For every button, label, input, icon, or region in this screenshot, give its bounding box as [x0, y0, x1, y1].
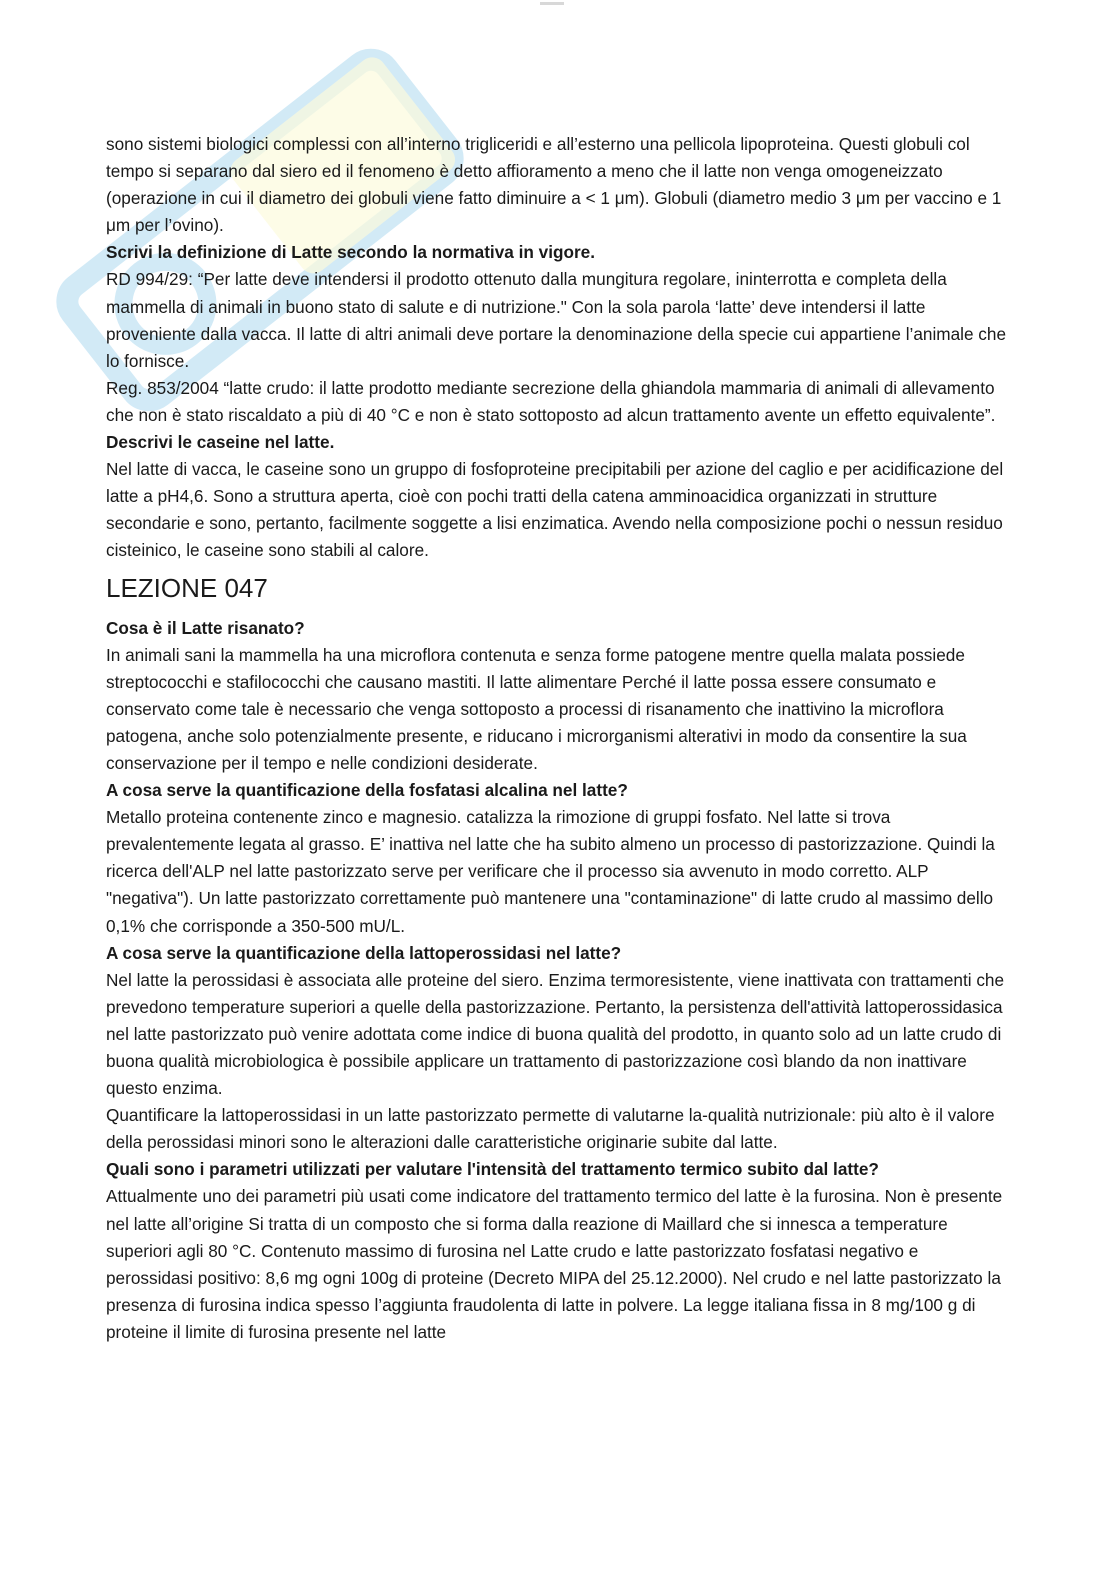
question-heading: A cosa serve la quantificazione della lattoperossidasi nel latte?: [106, 942, 622, 963]
section-definizione-latte: [106, 239, 1006, 429]
answer-paragraph: In animali sani la mammella ha una microflora contenuta e senza forme patogene mentre quella malata possiede streptococchi e stafilococchi che causano mastiti. Il latte alimentare Perché il latte possa essere consumato e conservato come tale è necessario che venga sottoposto a processi di risanamento che inattivino la microflora patogena, anche solo potenzialmente presente, e riducano i microrganismi alterativi in modo da consentire la sua conservazione per il tempo e nelle condizioni desiderate.: [106, 644, 967, 773]
section-caseine: [106, 429, 1006, 564]
question-heading: Scrivi la definizione di Latte secondo la normativa in vigore.: [106, 242, 596, 263]
answer-paragraph: Attualmente uno dei parametri più usati come indicatore del trattamento termico del latte è la furosina. Non è presente nel latte all’origine Si tratta di un composto che si forma dalla reazione di Maillard che si innesca a temperature superiori agli 80 °C. Contenuto massimo di furosina nel Latte crudo e latte pastorizzato fosfatasi negativo e perossidasi positivo: 8,6 mg ogni 100g di proteine (Decreto MIPA del 25.12.2000). Nel crudo e nel latte pastorizzato la presenza di furosina indica spesso l’aggiunta fraudolenta di latte in polvere. La legge italiana fissa in 8 mg/100 g di proteine il limite di furosina presente nel latte: [106, 1186, 1003, 1342]
answer-paragraph: Nel latte la perossidasi è associata alle proteine del siero. Enzima termoresistente, viene inattivata con trattamenti che prevedono temperature superiori a quelle della pastorizzazione. Pertanto, la persistenza dell'attività lattoperossidasica nel latte pastorizzato può venire adottata come indice di buona qualità del prodotto, in quanto solo ad un latte crudo di buona qualità microbiologica è possibile applicare un trattamento di pastorizzazione così blando da non inattivare questo enzima.: [106, 969, 1005, 1099]
lesson-heading: LEZIONE 047: [106, 572, 268, 603]
question-heading: Descrivi le caseine nel latte.: [106, 432, 335, 453]
answer-paragraph: RD 994/29: “Per latte deve intendersi il prodotto ottenuto dalla mungitura regolare, ininterrotta e completa della mammella di animali in buono stato di salute e di nutrizione." Con la sola parola ‘latte’ deve intendersi il latte proveniente dalla vacca. Il latte di altri animali deve portare la denominazione della specie cui appartiene l’animale che lo fornisce.: [106, 269, 1007, 371]
answer-paragraph: Nel latte di vacca, le caseine sono un gruppo di fosfoproteine precipitabili per azione del caglio e per acidificazione del latte a pH4,6. Sono a struttura aperta, cioè con pochi tratti della catena amminoacidica organizzati in strutture secondarie e sono, pertanto, facilmente soggette a lisi enzimatica. Avendo nella composizione pochi o nessun residuo cisteinico, le caseine sono stabili al calore.: [106, 459, 1004, 561]
document-body: [106, 131, 1006, 1346]
question-heading: Cosa è il Latte risanato?: [106, 617, 305, 638]
section-lattoperossidasi: [106, 940, 1006, 1157]
question-heading: A cosa serve la quantificazione della fosfatasi alcalina nel latte?: [106, 780, 628, 801]
section-trattamento-termico: [106, 1156, 1006, 1346]
intro-paragraph: sono sistemi biologici complessi con all’interno trigliceridi e all’esterno una pellicola lipoproteina. Questi globuli col tempo si separano dal siero ed il fenomeno è detto affioramento a meno che il latte non venga omogeneizzato (operazione in cui il diametro dei globuli viene fatto diminuire a < 1 μm). Globuli (diametro medio 3 μm per vaccino e 1 μm per l’ovino).: [106, 134, 1002, 236]
header-mark: [540, 2, 564, 5]
question-heading: Quali sono i parametri utilizzati per valutare l'intensità del trattamento termico subito dal latte?: [106, 1159, 879, 1180]
answer-paragraph: Reg. 853/2004 “latte crudo: il latte prodotto mediante secrezione della ghiandola mammaria di animali di allevamento che non è stato riscaldato a più di 40 °C e non è stato sottoposto ad alcun trattamento avente un effetto equivalente”.: [106, 377, 996, 425]
answer-paragraph: Metallo proteina contenente zinco e magnesio. catalizza la rimozione di gruppi fosfato. Nel latte si trova prevalentemente legata al grasso. E’ inattiva nel latte che ha subito almeno un processo di pastorizzazione. Quindi la ricerca dell'ALP nel latte pastorizzato serve per verificare che il processo sia avvenuto in modo corretto. ALP "negativa"). Un latte pastorizzato correttamente può mantenere una "contaminazione" di latte crudo al massimo dello 0,1% che corrisponde a 350-500 mU/L.: [106, 807, 995, 936]
answer-paragraph: Quantificare la lattoperossidasi in un latte pastorizzato permette di valutarne la-qualità nutrizionale: più alto è il valore della perossidasi minori sono le alterazioni dalle caratteristiche originarie subite dal latte.: [106, 1105, 995, 1153]
section-fosfatasi-alcalina: [106, 777, 1006, 940]
section-latte-risanato: [106, 615, 1006, 778]
